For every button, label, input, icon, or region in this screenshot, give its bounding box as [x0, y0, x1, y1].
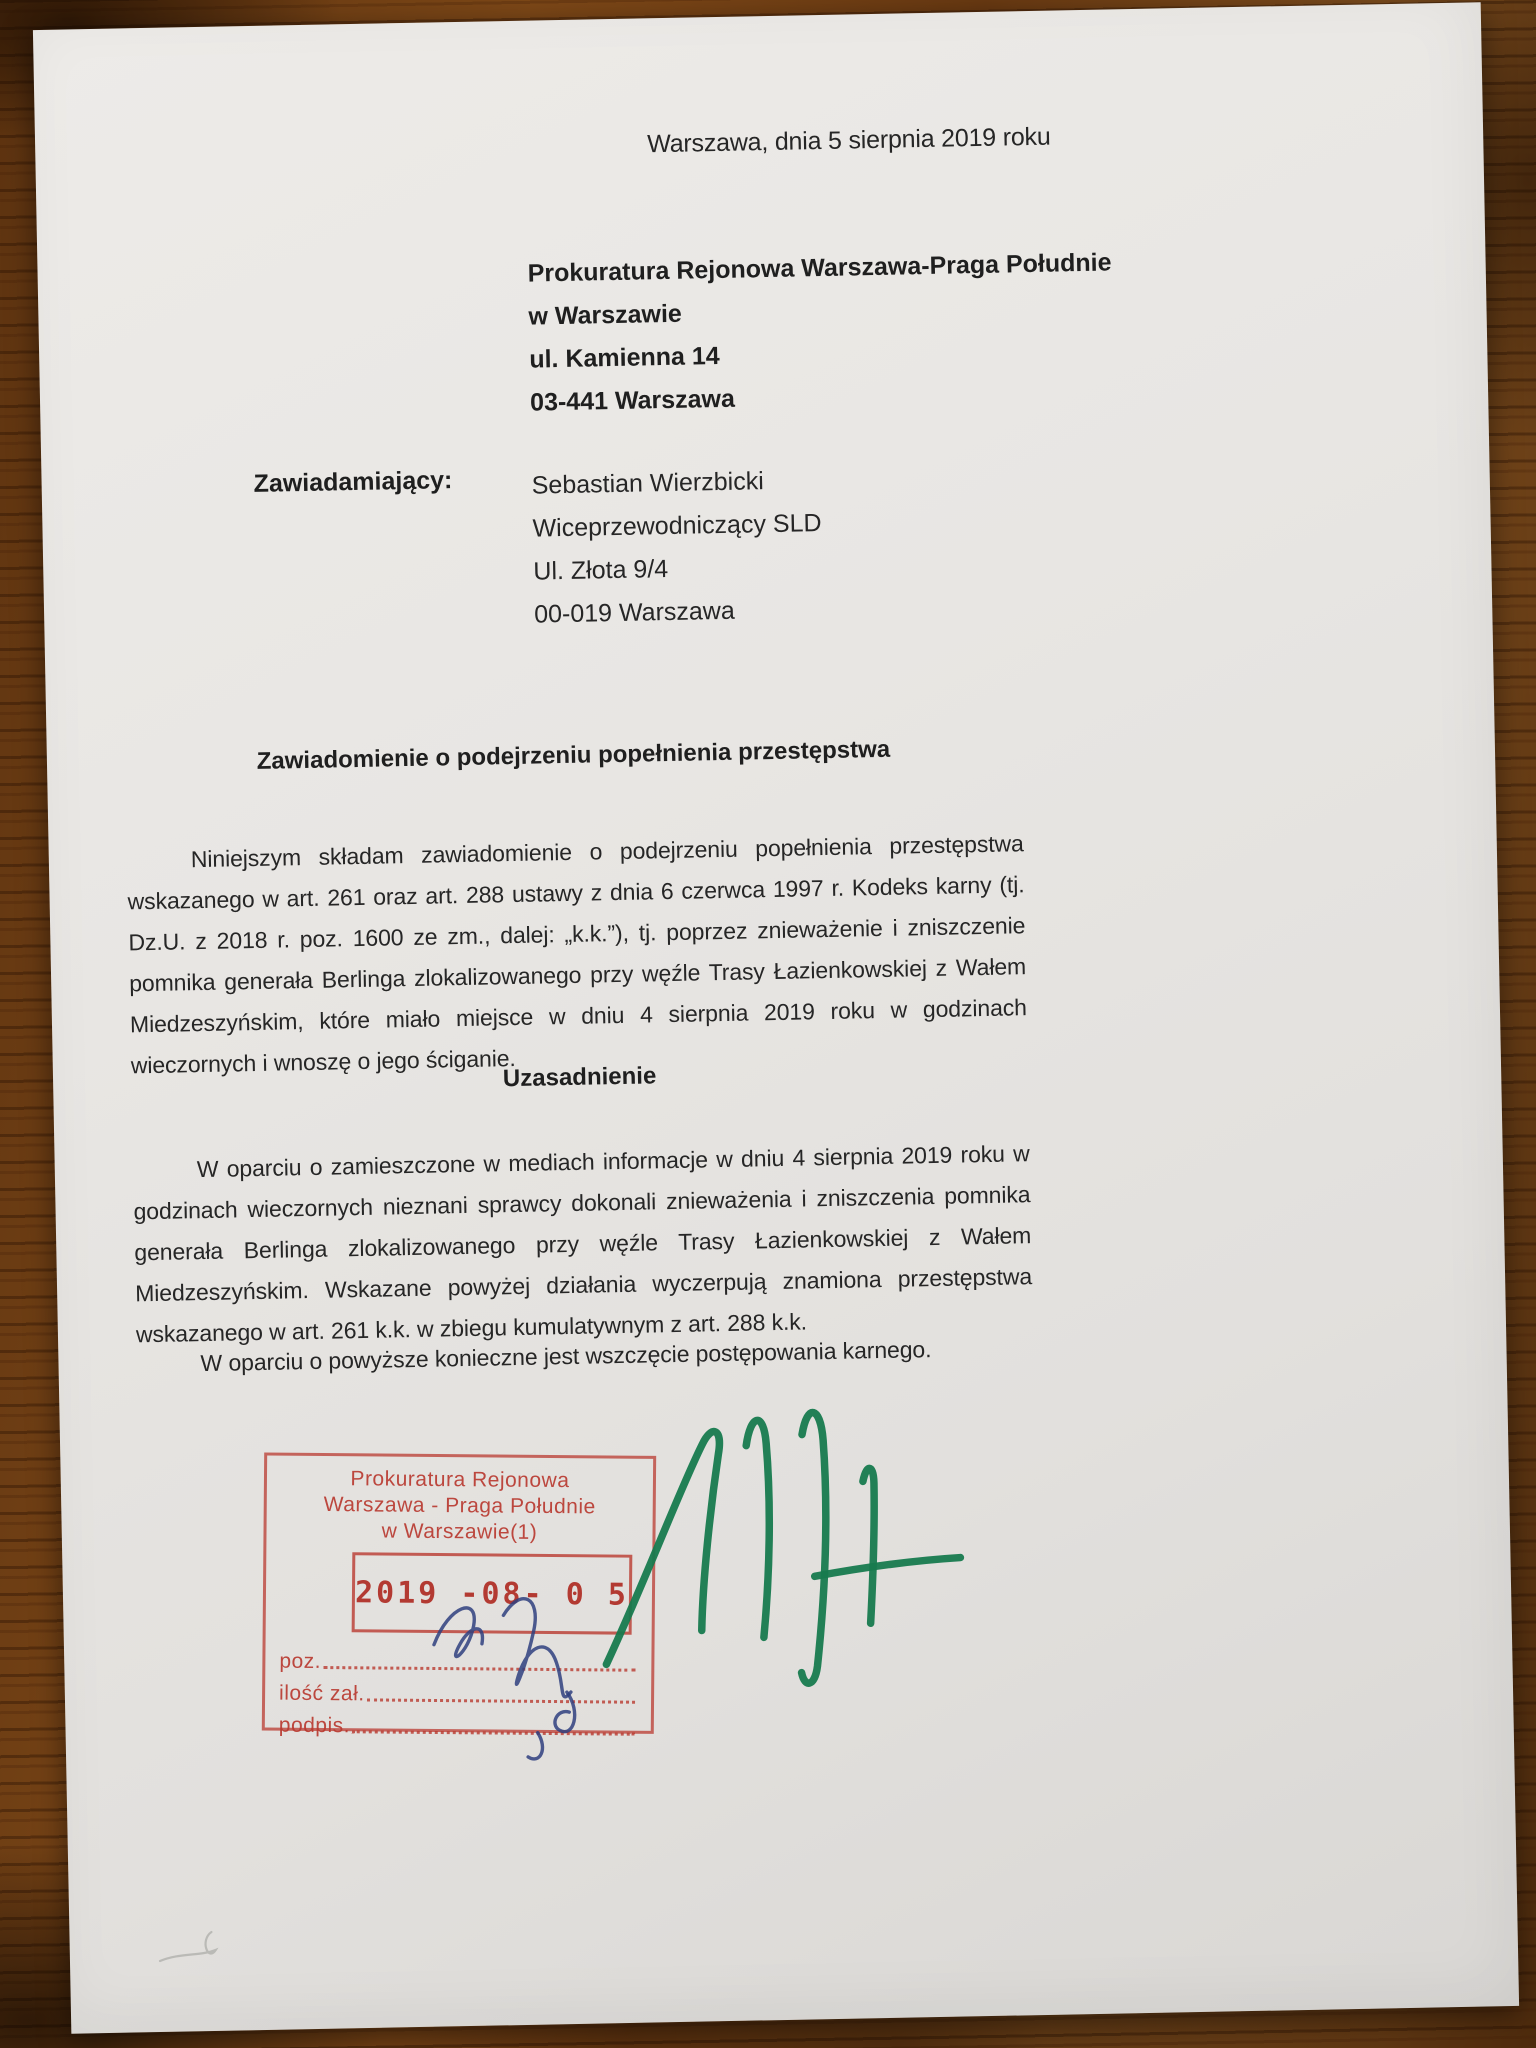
notifier-line: Sebastian Wierzbicki	[531, 467, 764, 500]
recipient-line: Prokuratura Rejonowa Warszawa-Praga Południe	[527, 248, 1112, 288]
paragraph-notification: Niniejszym składam zawiadomienie o podejrzeniu popełnienia przestępstwa wskazanego w art. 261 oraz art. 288 ustawy z dnia 6 czerwca 1997 r. Kodeks karny (tj. Dz.U. z 2018 r. poz. 1600 ze zm., dalej: „k.k.”), tj. poprzez znieważenie i zniszczenie pomnika generała Berlinga zlokalizowanego przy węźle Trasy Łazienkowskiej z Wałem Miedzeszyńskim, które miało miejsce w dniu 4 sierpnia 2019 roku w godzinach wieczornych i wnoszę o jego ściganie.	[127, 830, 1028, 1079]
notifier-address-block	[531, 459, 823, 637]
stamp-field-label: poz.	[279, 1649, 322, 1673]
stamp-field-label: ilość zał.	[279, 1681, 365, 1706]
stamp-date: 2019 -08- 0 5	[354, 1574, 630, 1613]
dotted-leader	[367, 1698, 635, 1703]
notifier-line: Wiceprzewodniczący SLD	[532, 509, 822, 543]
section-heading-uzasadnienie: Uzasadnienie	[502, 1062, 657, 1093]
stamp-office-name: Prokuratura Rejonowa	[350, 1467, 570, 1493]
stamp-date-box	[352, 1552, 633, 1634]
stamp-field-ilosc-zal	[279, 1674, 637, 1709]
notifier-line: 00-019 Warszawa	[533, 596, 736, 629]
stamp-field-poz	[279, 1642, 637, 1677]
dateline: Warszawa, dnia 5 sierpnia 2019 roku	[646, 122, 1051, 159]
stamp-office-city: w Warszawie(1)	[381, 1519, 538, 1544]
paragraph-justification: W oparciu o zamieszczone w mediach informacje w dniu 4 sierpnia 2019 roku w godzinach wieczornych nieznani sprawcy dokonali znieważenia i zniszczenia pomnika generała Berlinga zlokalizowanego przy węźle Trasy Łazienkowskiej z Wałem Miedzeszyńskim. Wskazane powyżej działania wyczerpują znamiona przestępstwa wskazanego w art. 261 k.k. w zbiegu kumulatywnym z art. 288 k.k.	[133, 1140, 1033, 1348]
document-title: Zawiadomienie o podejrzeniu popełnienia przestępstwa	[256, 735, 891, 775]
pencil-smudge	[149, 1921, 270, 1983]
notifier-label: Zawiadamiający:	[253, 466, 453, 498]
recipient-line: 03-441 Warszawa	[529, 384, 736, 417]
recipient-address-block	[527, 241, 1114, 424]
recipient-line: w Warszawie	[528, 299, 683, 331]
stamp-office-district: Warszawa - Praga Południe	[323, 1493, 596, 1519]
dotted-leader	[323, 1666, 635, 1672]
letter-document	[33, 2, 1519, 2033]
prosecutor-office-ink-stamp	[262, 1452, 656, 1738]
closing-sentence: W oparciu o powyższe konieczne jest wszczęcie postępowania karnego.	[200, 1336, 932, 1377]
stamp-field-podpis	[279, 1706, 637, 1741]
recipient-line: ul. Kamienna 14	[529, 341, 720, 374]
notifier-line: Ul. Złota 9/4	[533, 554, 669, 586]
dotted-leader	[352, 1730, 635, 1735]
stamp-field-label: podpis.	[278, 1713, 351, 1738]
